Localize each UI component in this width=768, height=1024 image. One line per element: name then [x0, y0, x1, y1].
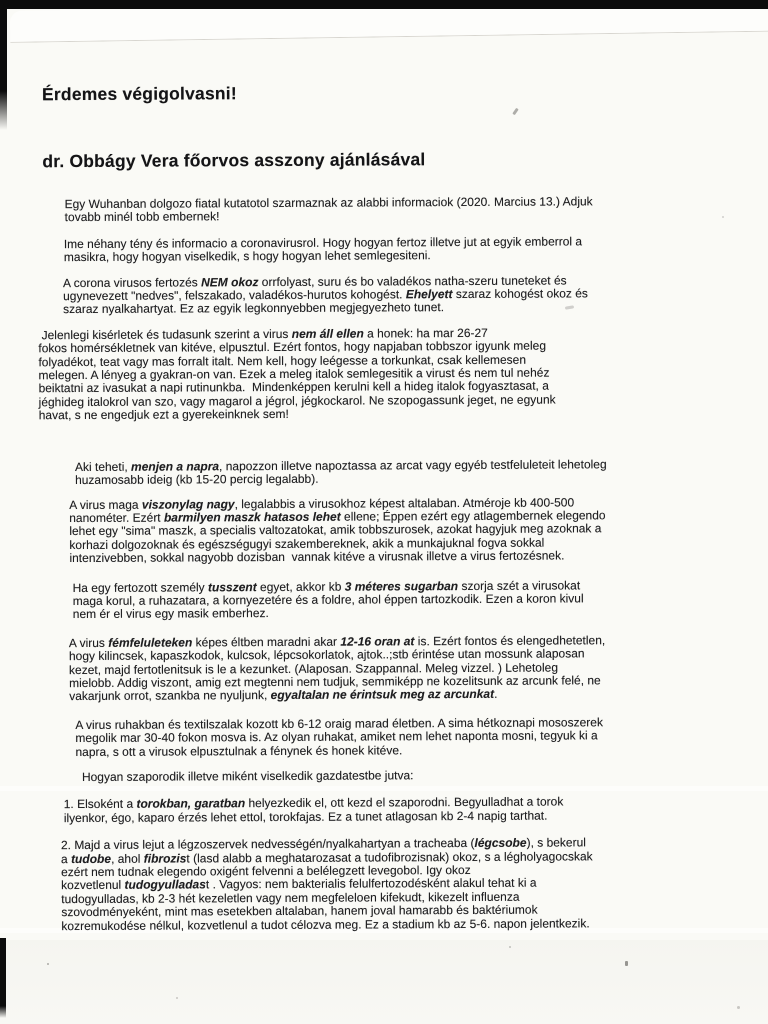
paragraph: 2. Majd a virus lejut a légzoszervek nedvességén/nyalkahartyan a tracheaba (légcsobe), s bekerul a tudobe, ahol fibrozist (lasd alabb a meghatarozasat a tudofibrozisnak) okoz, s a légholyagocskak ezért nem tudnak elegendo oxigént felvenni a belélegzett levegobol. Igy okoz kozvetlenul tudogyulladast . Vagyos: nem bakterialis felulfertozodésként alakul tehat ki a tudogyulladas, kb 2-3 hét kezeletlen vagy nem megfeleloen kifekudt, kikezelt influenza szovodményeként, mint mas esetekben altalaban, hanem joval hamarabb és baktériumok kozremukodése nélkul, kozvetlenul a tudot célozva meg. Ez a stadium kb az 5-6. napon jelentkezik.: [60, 835, 593, 933]
paragraph: Aki teheti, menjen a napra, napozzon illetve napoztassa az arcat vagy egyéb testfeluleteit lehetoleg huzamosabb ideig (kb 15-20 percig legalabb).: [74, 456, 607, 488]
paragraph: A corona virusos fertozés NEM okoz orrfolyast, suru és bo valadékos natha-szeru tuneteket és ugynevezett "nedves", felszakado, valadékos-hurutos kohogést. Ehelyett szaraz kohogést okoz és szaraz nyalkahartyat. Ez az egyik legkonnyebben megjegyezheto tunet.: [62, 273, 588, 317]
scan-speck: [509, 946, 511, 948]
paragraph: Egy Wuhanban dolgozo fiatal kutatotol szarmaznak az alabbi informaciok (2020. Marcius 13.) Adjuk tovabb minél tobb embernek!: [64, 194, 593, 225]
scanner-edge-left-top: [0, 0, 7, 130]
scan-speck: [737, 1006, 740, 1009]
scan-speck: [625, 961, 628, 966]
document-subtitle: dr. Obbágy Vera főorvos asszony ajánlásával: [42, 149, 426, 172]
scanner-edge-top: [0, 0, 768, 9]
paragraph: A virus fémfeluleteken képes éltben maradni akar 12-16 oran at is. Ezért fontos és elengedhetetlen, hogy kilincsek, kapaszkodok, kulcsok, lépcsokorlatok, ajtok..;stb érintése utan mossunk alaposan kezet, majd fertotlenitsuk is le a kezunket. (Alaposan. Szappannal. Meleg vizzel. ) Lehetoleg mielobb. Addig viszont, amig ezt megtenni nem tudjuk, semmiképp ne kozelitsunk az arcunk felé, ne vakarjunk orrot, szankba ne nyuljunk, egyaltalan ne érintsuk meg az arcunkat.: [68, 633, 606, 704]
paragraph: Ime néhany tény és informacio a coronavirusrol. Hogy hogyan fertoz illetve jut at egyik emberrol a masikra, hogy hogyan viselkedik, s hogy hogyan lehet semlegesiteni.: [63, 234, 583, 265]
paragraph: 1. Elsoként a torokban, garatban helyezkedik el, ott kezd el szaporodni. Begyulladhat a torok ilyenkor, égo, kaparo érzés lehet ettol, torokfajas. Ez a tunet atlagosan kb 2-4 napig tarthat.: [63, 794, 564, 825]
paragraph: A virus ruhakban és textilszalak kozott kb 6-12 oraig marad életben. A sima hétkoznapi mososzerek megolik mar 30-40 fokon mosva is. Az olyan ruhakat, amiket nem lehet naponta mosni, tegyuk ki a napra, s ott a virusok elpusztulnak a fénynek és honek kitéve.: [75, 715, 603, 759]
paragraph: Jelenlegi kisérletek és tudasunk szerint a virus nem áll ellen a honek: ha mar 26-27 fokos homérsékletnek van kitéve, elpusztul. Ezért fontos, hogy napjaban tobbszor igyunk meleg folyadékot, teat vagy mas forralt italt. Nem kell, hogy leégesse a torkunkat, csak kellemesen melegen. A lényeg a gyakran-on van. Ezek a meleg italok semlegesitik a virust és nem tul nehéz beiktatni az ivasukat a napi rutinunkba. Mindenképpen kerulni kell a hideg italok fogyasztasat, a jéghideg italokrol van szo, vagy magarol a jégrol, jégkockarol. Ne szopogassunk jeget, ne egyunk havat, s ne engedjuk ezt a gyerekeinknek sem!: [38, 325, 556, 423]
paragraph: Hogyan szaporodik illetve miként viselkedik gazdatestbe jutva:: [78, 768, 414, 785]
scanner-edge-left-bottom: [0, 938, 6, 1018]
paragraph: A virus maga viszonylag nagy, legalabbis a virusokhoz képest altalaban. Atméroje kb 400-500 nanométer. Ezért barmilyen maszk hatasos lehet ellene; Éppen ezért egy atlagembernek elegendo lehet egy "sima" maszk, a specialis valtozatokat, amik tobbszurosek, azokat hagyjuk meg azoknak a korhazi dolgozoknak és egészségugyi szakembereknek, akik a munkajuknal fogva sokkal intenzivebben, sokkal nagyobb dozisban vannak kitéve a virusnak illetve a virus fertozésnek.: [69, 494, 606, 566]
scan-speck: [47, 963, 49, 965]
scan-shadow: [0, 940, 768, 1024]
paragraph: Ha egy fertozott személy tusszent egyet, akkor kb 3 méteres sugarban szorja szét a virusokat maga korul, a ruhazatara, a kornyezetére és a foldre, ahol éppen tartozkodik. Ezen a koron kivul nem ér el virus egy masik emberhez.: [72, 577, 584, 622]
document-title: Érdemes végigolvasni!: [41, 83, 237, 105]
paragraphs: [1, 194, 768, 933]
scan-speck: [176, 997, 178, 999]
